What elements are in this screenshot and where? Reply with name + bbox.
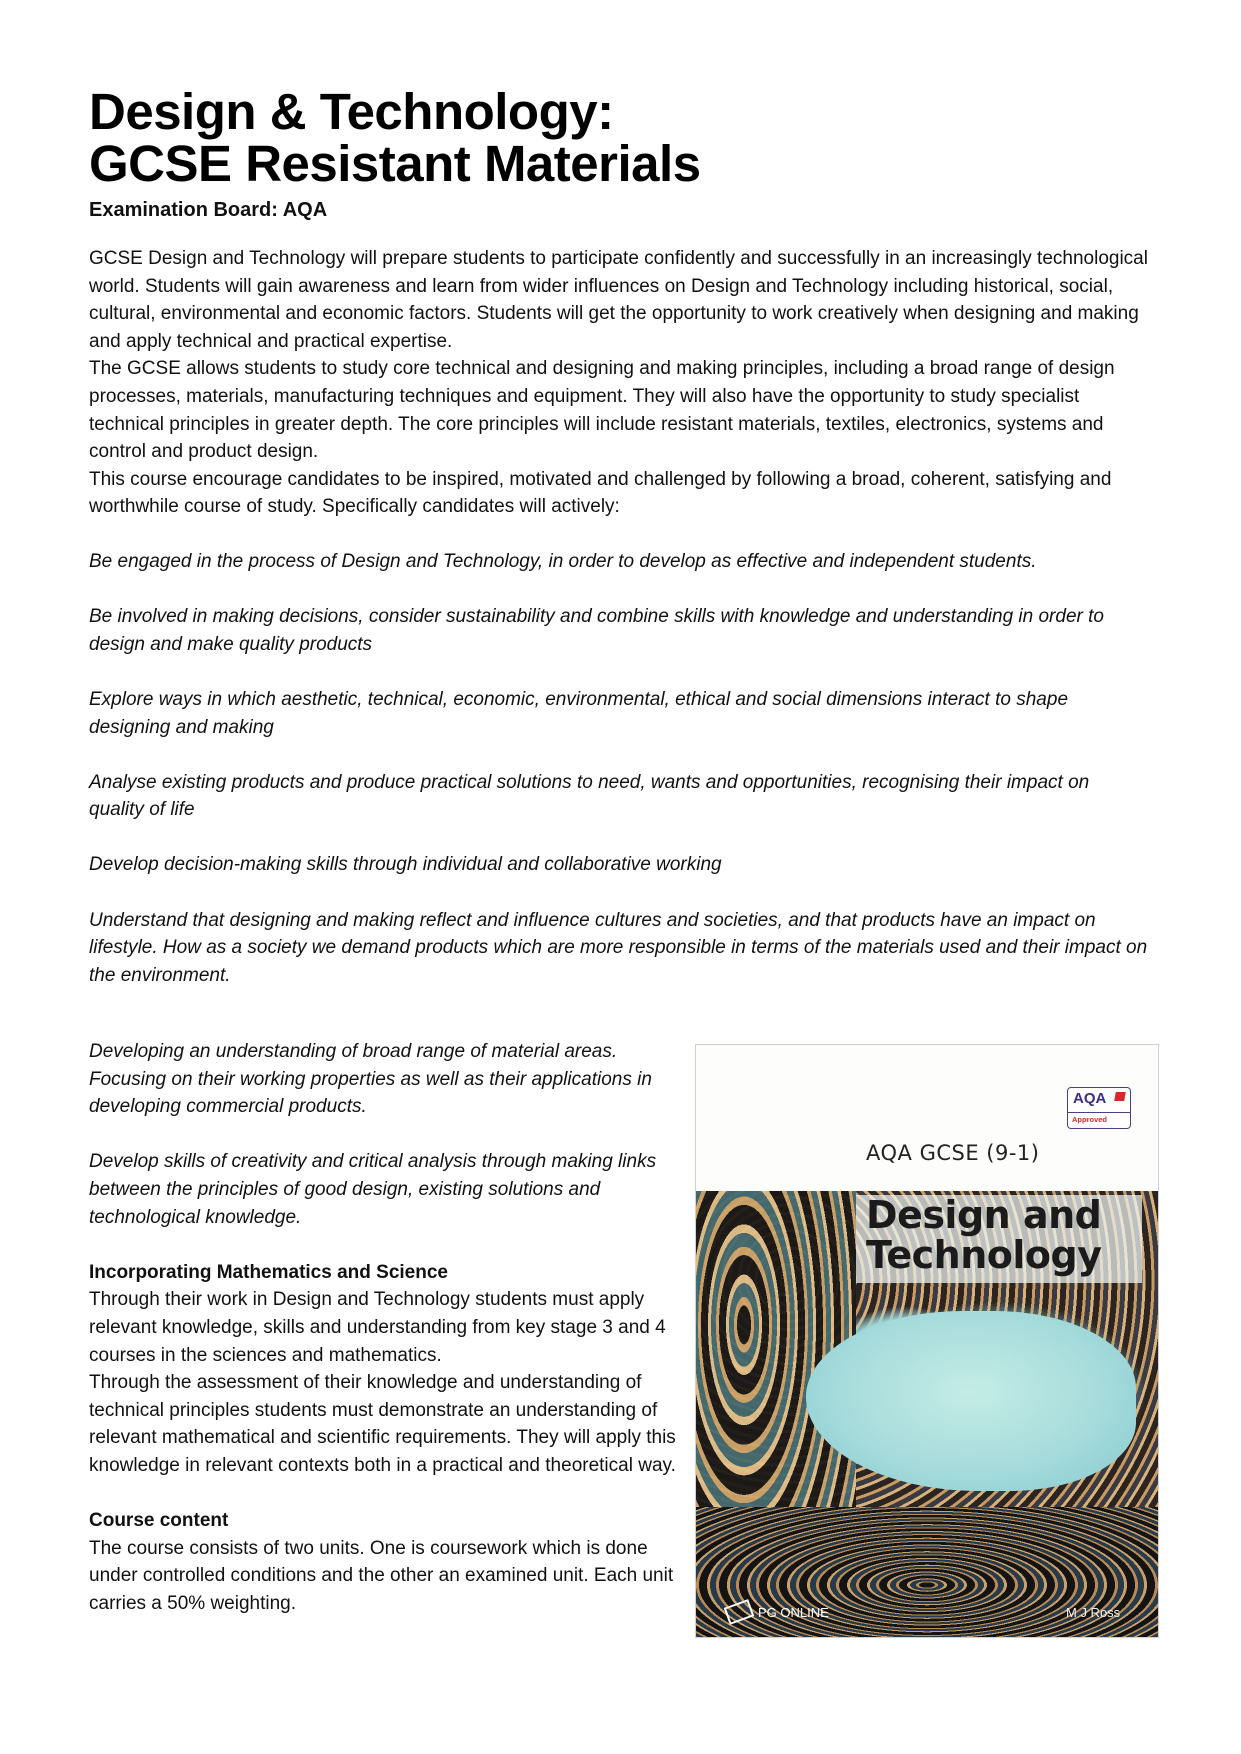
cover-title-line-1: Design and [866,1193,1102,1237]
maths-science-section [89,1259,689,1480]
exam-board: Examination Board: AQA [89,199,328,221]
aim-item: Be involved in making decisions, consider sustainability and combine skills with knowledge and understanding in order to design and make quality products [89,606,1104,655]
cover-subtitle: AQA GCSE (9-1) [866,1141,1040,1165]
section-heading: Incorporating Mathematics and Science [89,1261,448,1283]
title-line-1: Design & Technology: [89,83,614,140]
course-content-section [89,1507,689,1617]
aqa-approved-badge [1067,1087,1131,1129]
aim-item: Develop skills of creativity and critical analysis through making links between the principles of good design, existing solutions and technological knowledge. [89,1151,657,1228]
aqa-flag-icon [1114,1092,1126,1101]
section-paragraph: Through their work in Design and Technology students must apply relevant knowledge, skills and understanding from key stage 3 and 4 courses in the sciences and mathematics. [89,1289,666,1366]
aims-list [89,548,1149,990]
publisher [726,1603,829,1621]
lower-column [89,1038,689,1645]
cover-title-line-2: Technology [866,1233,1102,1277]
approved-label: Approved [1068,1112,1130,1126]
publisher-name: PG ONLINE [758,1604,829,1620]
aim-item: Develop decision-making skills through individual and collaborative working [89,854,722,876]
aqa-logo-text: AQA [1073,1090,1107,1107]
aim-item: Analyse existing products and produce practical solutions to need, wants and opportunities, recognising their impact on quality of life [89,771,1090,821]
book-cover-image [695,1044,1159,1638]
cover-author: M J Ross [1066,1605,1121,1620]
aim-item: Be engaged in the process of Design and Technology, in order to develop as effective and independent students. [89,550,1037,572]
intro-paragraph: The GCSE allows students to study core technical and designing and making principles, including a broad range of design processes, materials, manufacturing techniques and equipment. They will also have the opportunity to study specialist technical principles in greater depth. The core principles will include resistant materials, textiles, electronics, systems and control and product design. [89,358,1115,463]
aim-item: Understand that designing and making reflect and influence cultures and societies, and that products have an impact on lifestyle. How as a society we demand products which are more responsible in terms of the materials used and their impact on the environment. [89,909,1148,986]
section-paragraph: The course consists of two units. One is coursework which is done under controlled conditions and the other an examined unit. Each unit carries a 50% weighting. [89,1537,674,1614]
intro-paragraph: GCSE Design and Technology will prepare students to participate confidently and successfully in an increasingly technological world. Students will gain awareness and learn from wider influences on Design and Technology including historical, social, cultural, environmental and economic factors. Students will get the opportunity to work creatively when designing and making and apply technical and practical expertise. [89,248,1148,352]
aim-item: Explore ways in which aesthetic, technical, economic, environmental, ethical and social dimensions interact to shape designing and making [89,688,1069,738]
aim-item: Developing an understanding of broad range of material areas. Focusing on their working properties as well as their applications in developing commercial products. [89,1041,652,1118]
intro-paragraph: This course encourage candidates to be inspired, motivated and challenged by following a broad, coherent, satisfying and worthwhile course of study. Specifically candidates will actively: [89,468,1112,518]
section-heading: Course content [89,1510,229,1532]
document-page [89,83,1149,1017]
title-line-2: GCSE Resistant Materials [89,135,701,192]
cover-title [866,1195,1102,1275]
page-title [89,83,1149,192]
intro-section [89,245,1149,521]
section-paragraph: Through the assessment of their knowledge and understanding of technical principles students must demonstrate an understanding of relevant mathematical and scientific requirements. They will apply this knowledge in relevant contexts both in a practical and theoretical way. [89,1372,676,1476]
